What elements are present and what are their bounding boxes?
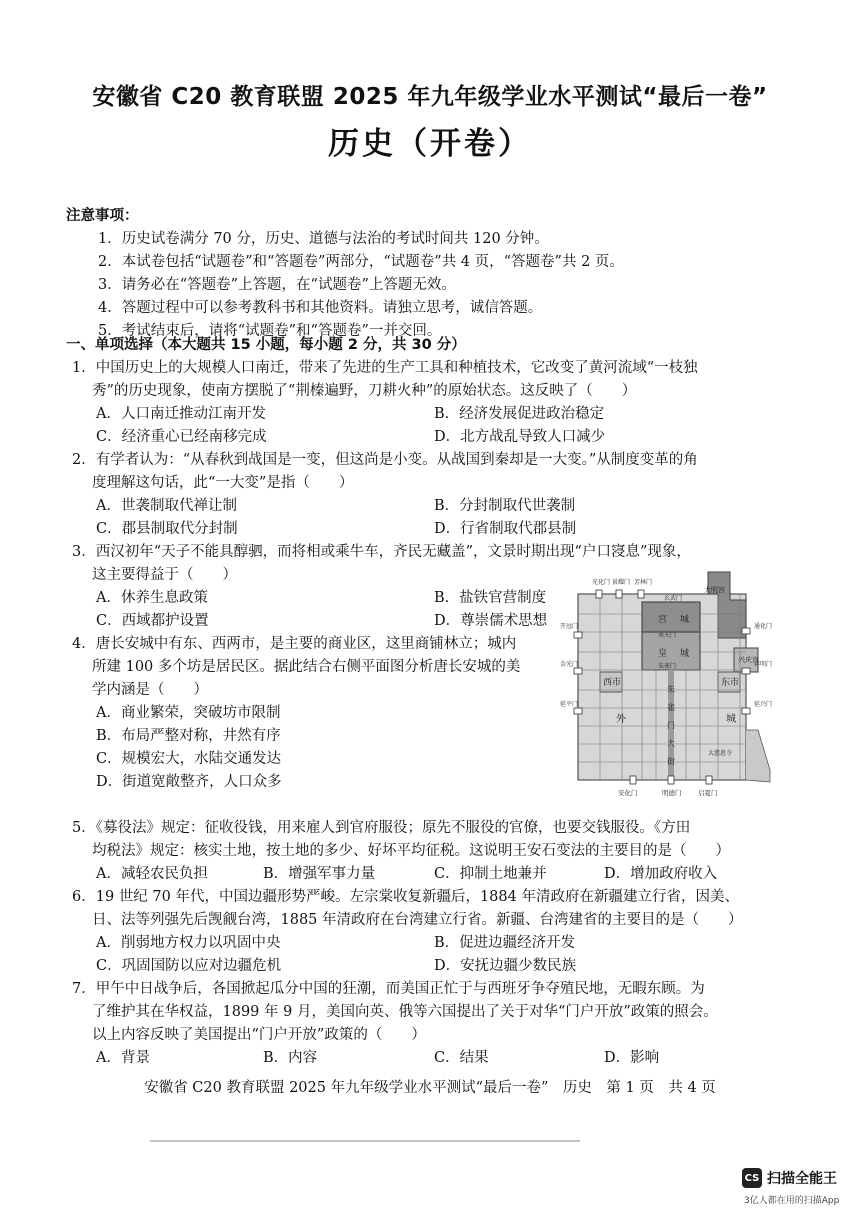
note-item: 2．本试卷包括“试题卷”和“答题卷”两部分，“试题卷”共 4 页，“答题卷”共 2 页。 — [98, 254, 624, 270]
question-3-line: 3．西汉初年“天子不能具醇驷，而将相或乘牛车，齐民无藏盖”，文景时期出现“户口寖息”现象， — [72, 544, 691, 560]
palace-label: 宫 — [658, 615, 668, 625]
question-1-line: 1．中国历史上的大规模人口南迁，带来了先进的生产工具和种植技术，它改变了黄河流域“一枝独 — [72, 360, 698, 376]
imperial-label: 皇 — [658, 649, 668, 659]
q4-option-d[interactable]: D．街道宽敞整齐，人口众多 — [96, 774, 282, 790]
question-4-line: 学内涵是（ ） — [92, 682, 208, 698]
brand-tagline: 3亿人都在用的扫描App — [744, 1196, 840, 1206]
note-item: 3．请务必在“答题卷”上答题，在“试题卷”上答题无效。 — [98, 277, 456, 293]
q6-option-c[interactable]: C．巩固国防以应对边疆危机 — [96, 958, 282, 974]
note-item: 1．历史试卷满分 70 分，历史、道德与法治的考试时间共 120 分钟。 — [98, 231, 549, 247]
fanglin-gate-label: 芳林门 — [634, 579, 653, 586]
camscanner-logo-icon: CS — [742, 1168, 762, 1188]
q2-option-b[interactable]: B．分封制取代世袭制 — [434, 498, 576, 514]
exam-subject: 历史（开卷） — [328, 126, 532, 162]
question-3-line: 这主要得益于（ ） — [92, 567, 237, 583]
palace-city-block — [642, 602, 700, 632]
palace-city-label: 城 — [680, 615, 690, 625]
q3-option-a[interactable]: A．休养生息政策 — [96, 590, 208, 606]
q3-option-b[interactable]: B．盐铁官营制度 — [434, 590, 547, 606]
question-5-line: 均税法》规定：核实土地，按土地的多少、好坏平均征税。这说明王安石变法的主要目的是（ ） — [92, 843, 730, 859]
scan-rule — [150, 1140, 580, 1142]
page-footer: 安徽省 C20 教育联盟 2025 年九年级学业水平测试“最后一卷” 历史 第 1 页 共 4 页 — [144, 1080, 716, 1096]
question-4-line: 4．唐长安城中有东、西两市，是主要的商业区，这里商铺林立；城内 — [72, 636, 517, 652]
question-5-line: 5．《募役法》规定：征收役钱，用来雇人到官府服役；原先不服役的官僚，也要交钱服役。《方田 — [72, 820, 691, 836]
jinguang-gate-label: 金光门 — [560, 661, 579, 668]
west-market-label: 西市 — [603, 678, 622, 688]
daci-temple-label: 大慈恩寺 — [708, 750, 733, 757]
yanping-gate-label: 延平门 — [560, 701, 579, 708]
xuanwu-gate-label: 玄武门 — [664, 595, 683, 602]
q7-option-d[interactable]: D．影响 — [604, 1050, 660, 1066]
changan-city-map — [558, 570, 786, 806]
chengtian-gate-label: 承天门 — [658, 632, 677, 639]
question-1-line: 秀”的历史现象，使南方摆脱了“荆榛遍野，刀耕火种”的原始状态。这反映了（ ） — [92, 383, 637, 399]
question-6-line: 6．19 世纪 70 年代，中国边疆形势严峻。左宗棠收复新疆后，1884 年清政府在新疆建立行省，因美、 — [72, 889, 739, 905]
q5-option-b[interactable]: B．增强军事力量 — [263, 866, 376, 882]
avenue-char-3: 门 — [667, 721, 675, 730]
q2-option-a[interactable]: A．世袭制取代禅让制 — [96, 498, 237, 514]
mingde-gate-label: 明德门 — [662, 789, 682, 797]
guanghua-gate-label: 光化门 — [592, 579, 611, 586]
kaiyuan-gate-label: 开远门 — [560, 623, 579, 630]
daming-palace-label: 大明宫 — [704, 586, 725, 594]
question-2-line: 2．有学者认为：“从春秋到战国是一变，但这尚是小变。从战国到秦却是一大变。”从制度变革的角 — [72, 452, 698, 468]
avenue-char-2: 雀 — [667, 703, 675, 712]
zhuque-gate-label: 朱雀门 — [658, 663, 677, 670]
avenue-char-1: 朱 — [667, 685, 675, 694]
question-4-line: 所建 100 多个坊是居民区。据此结合右侧平面图分析唐长安城的美 — [92, 659, 521, 675]
q6-option-b[interactable]: B．促进边疆经济开发 — [434, 935, 576, 951]
note-item: 5．考试结束后，请将“试题卷”和“答题卷”一并交回。 — [98, 323, 442, 339]
question-7-line: 了维护其在华权益，1899 年 9 月，美国向英、俄等六国提出了关于对华“门户开放”政策的照会。 — [92, 1004, 718, 1020]
east-market-label: 东市 — [721, 678, 740, 688]
q6-option-d[interactable]: D．安抚边疆少数民族 — [434, 958, 577, 974]
question-7-line: 以上内容反映了美国提出“门户开放”政策的（ ） — [92, 1027, 426, 1043]
q5-option-c[interactable]: C．抑制土地兼并 — [434, 866, 547, 882]
qixia-gate-label: 启夏门 — [698, 789, 718, 797]
avenue-char-4: 大 — [667, 739, 675, 748]
q3-option-c[interactable]: C．西域都护设置 — [96, 613, 209, 629]
scanner-brand — [742, 1168, 837, 1188]
question-6-line: 日、法等列强先后觊觎台湾，1885 年清政府在台湾建立行省。新疆、台湾建省的主要目的是（ ） — [92, 912, 743, 928]
q2-option-c[interactable]: C．郡县制取代分封制 — [96, 521, 238, 537]
q7-option-b[interactable]: B．内容 — [263, 1050, 318, 1066]
tonghua-gate-label: 通化门 — [754, 623, 773, 630]
outer-label: 外 — [616, 714, 626, 725]
avenue-char-5: 街 — [667, 757, 675, 766]
notes-heading: 注意事项： — [66, 208, 139, 224]
yanxing-gate-label: 延兴门 — [754, 701, 773, 708]
q6-option-a[interactable]: A．削弱地方权力以巩固中央 — [96, 935, 281, 951]
q1-option-d[interactable]: D．北方战乱导致人口减少 — [434, 429, 606, 445]
q4-option-a[interactable]: A．商业繁荣，突破坊市限制 — [96, 705, 281, 721]
section-heading: 一、单项选择（本大题共 15 小题，每小题 2 分，共 30 分） — [66, 337, 466, 353]
q4-option-c[interactable]: C．规模宏大，水陆交通发达 — [96, 751, 282, 767]
q3-option-d[interactable]: D．尊崇儒术思想 — [434, 613, 548, 629]
xingqing-palace-label: 兴庆宫 — [738, 656, 759, 664]
question-2-line: 度理解这句话，此“一大变”是指（ ） — [92, 475, 354, 491]
exam-title: 安徽省 C20 教育联盟 2025 年九年级学业水平测试“最后一卷” — [92, 84, 768, 110]
q1-option-a[interactable]: A．人口南迁推动江南开发 — [96, 406, 266, 422]
imperial-city-label: 城 — [680, 649, 690, 659]
q1-option-c[interactable]: C．经济重心已经南移完成 — [96, 429, 267, 445]
jingyao-gate-label: 景耀门 — [612, 579, 631, 586]
anhua-gate-label: 安化门 — [618, 789, 638, 797]
note-item: 4．答题过程中可以参考教科书和其他资料。请独立思考，诚信答题。 — [98, 300, 543, 316]
q7-option-a[interactable]: A．背景 — [96, 1050, 150, 1066]
question-7-line: 7．甲午中日战争后，各国掀起瓜分中国的狂潮，而美国正忙于与西班牙争夺殖民地，无暇东顾。为 — [72, 981, 705, 997]
q2-option-d[interactable]: D．行省制取代郡县制 — [434, 521, 577, 537]
brand-name: 扫描全能王 — [767, 1171, 837, 1187]
q4-option-b[interactable]: B．布局严整对称，井然有序 — [96, 728, 281, 744]
q5-option-a[interactable]: A．减轻农民负担 — [96, 866, 208, 882]
q5-option-d[interactable]: D．增加政府收入 — [604, 866, 718, 882]
q7-option-c[interactable]: C．结果 — [434, 1050, 489, 1066]
outer-city-label: 城 — [726, 714, 736, 725]
chunming-gate-label: 春明门 — [754, 661, 773, 668]
q1-option-b[interactable]: B．经济发展促进政治稳定 — [434, 406, 605, 422]
